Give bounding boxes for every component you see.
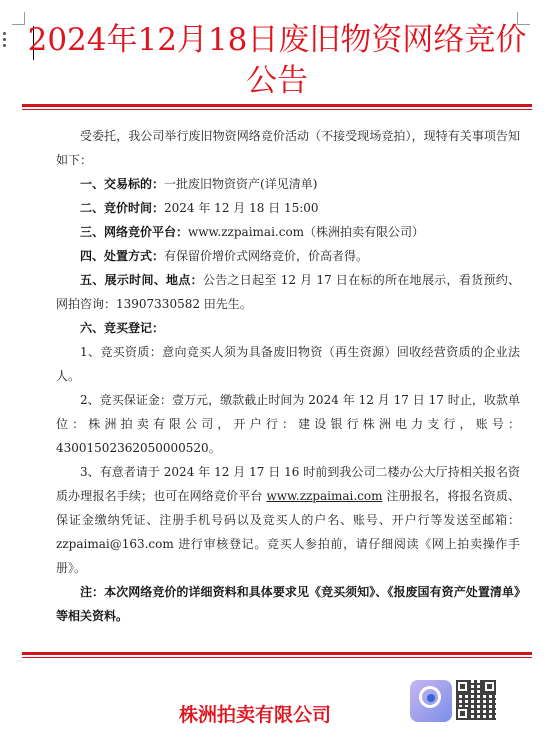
item-value: 有保留价增价式网络竞价，价高者得。: [164, 249, 369, 263]
top-double-rule: [22, 104, 532, 110]
item-label: 五、展示时间、地点：: [80, 273, 203, 287]
zzpaimai-logo: [410, 680, 452, 722]
item-subject: [56, 172, 520, 196]
note-paragraph: 注：本次网络竞价的详细资料和具体要求见《竞买须知》、《报废国有资产处置清单》等相关资料。: [56, 585, 520, 623]
bottom-double-rule: [22, 652, 532, 658]
registration-heading: [56, 316, 520, 340]
registration-qualification: 1、竞买资质：意向竞买人须为具备废旧物资（再生资源）回收经营资质的企业法人。: [56, 345, 520, 383]
intro-paragraph: 受委托，我公司举行废旧物资网络竞价活动（不接受现场竞拍），现特有关事项告知如下：: [56, 129, 520, 167]
item-label: 四、处置方式：: [80, 249, 165, 263]
heading-label: 六、竞买登记：: [80, 321, 165, 335]
announcement-title: 2024年12月18日废旧物资网络竞价公告: [27, 22, 527, 99]
item-value: 一批废旧物资资产(详见清单): [164, 177, 318, 191]
item-value: 公告之日起至 12 月 17 日在标的所在地展示，看货预约、网拍咨询：13907330582 田先生。: [56, 273, 520, 311]
item-display: [56, 268, 520, 316]
item-time: [56, 196, 520, 220]
registration-deposit: 2、竞买保证金：壹万元，缴款截止时间为 2024 年 12 月 17 日 17 时止，收款单位：株洲拍卖有限公司，开户行：建设银行株洲电力支行，账号：43001502362050000520。: [56, 393, 520, 455]
announcement-body: [56, 124, 520, 628]
signup-text-b: 注册报名，将报名资质、保证金缴纳凭证、注册手机号码以及竞买人的户名、账号、开户行等发送至邮箱：zzpaimai@163.com 进行审核登记。竞买人参拍前，请仔细阅读《网上拍卖操作手册》。: [56, 489, 520, 575]
item-label: 一、交易标的：: [80, 177, 165, 191]
item-label: 三、网络竞价平台：: [80, 225, 189, 239]
item-label: 二、竞价时间：: [80, 201, 165, 215]
item-value: www.zzpaimai.com（株洲拍卖有限公司）: [188, 225, 425, 239]
item-value: 2024 年 12 月 18 日 15:00: [164, 201, 319, 215]
item-method: [56, 244, 520, 268]
company-signature: 株洲拍卖有限公司: [178, 704, 331, 726]
item-platform: [56, 220, 520, 244]
signup-text-a: 3、有意者请于 2024 年 12 月 17 日 16 时前到我公司二楼办公大厅持相关报名资质办理报名手续；也可在网络竞价平台: [56, 465, 520, 503]
registration-signup: [56, 460, 520, 580]
qr-code-icon: [456, 680, 496, 720]
platform-link[interactable]: www.zzpaimai.com: [266, 489, 383, 503]
drag-handle-icon[interactable]: [3, 32, 7, 50]
